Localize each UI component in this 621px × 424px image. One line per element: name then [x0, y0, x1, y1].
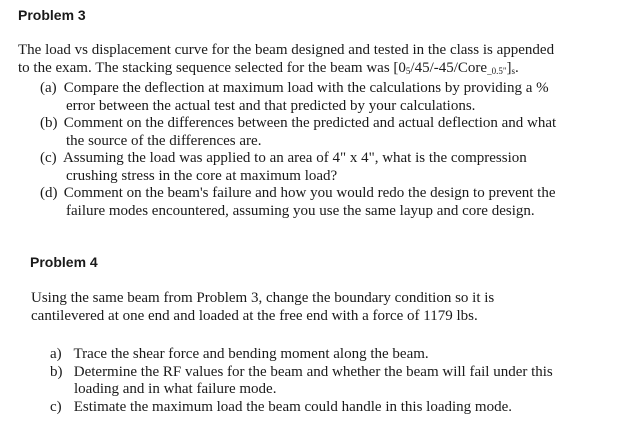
item-label: (d): [40, 185, 58, 201]
subscript: 5: [405, 65, 411, 76]
item-text: crushing stress in the core at maximum load?: [66, 167, 338, 184]
item-label: (c): [40, 150, 57, 166]
item-label: b): [50, 363, 63, 380]
list-item: [50, 346, 553, 364]
item-label: (b): [40, 115, 58, 131]
item-text: Assuming the load was applied to an area of 4" x 4", what is the compression: [62, 150, 527, 166]
intro-line: The load vs displacement curve for the beam designed and tested in the class is appended: [18, 42, 555, 58]
subscript: _0.5": [487, 65, 507, 76]
problem-4-heading: Problem 4: [30, 254, 98, 270]
intro-line-stacking: [18, 60, 554, 81]
item-text: loading and in what failure mode.: [74, 381, 277, 397]
text: to the exam. The stacking sequence selected for the beam was [0: [18, 59, 406, 76]
item-label: c): [50, 398, 62, 415]
problem-4-list: [50, 346, 553, 416]
list-item: [50, 399, 553, 417]
problem-4-intro: [31, 290, 494, 325]
text: .: [515, 59, 519, 76]
item-text: Determine the RF values for the beam and whether the beam will fail under this: [73, 363, 553, 380]
item-text: Compare the deflection at maximum load with the calculations by providing a %: [63, 80, 549, 96]
text: /45/-45/Core: [410, 59, 488, 76]
problem-3-intro: [18, 42, 554, 80]
list-item: [40, 150, 556, 185]
problem-3-heading: Problem 3: [18, 7, 86, 23]
item-text: Estimate the maximum load the beam could handle in this loading mode.: [73, 398, 512, 415]
text: ]: [506, 59, 512, 76]
list-item: [40, 185, 556, 220]
item-label: a): [50, 346, 62, 362]
list-item: [50, 364, 553, 399]
item-text: Comment on the differences between the predicted and actual deflection and what: [63, 115, 557, 131]
item-text: Trace the shear force and bending moment along the beam.: [73, 346, 429, 362]
item-text: the source of the differences are.: [66, 132, 262, 149]
subscript: s: [511, 65, 516, 76]
item-text: Comment on the beam's failure and how you would redo the design to prevent the: [63, 185, 556, 201]
item-text: error between the actual test and that predicted by your calculations.: [66, 97, 476, 114]
item-text: failure modes encountered, assuming you use the same layup and core design.: [66, 202, 535, 219]
list-item: [40, 115, 556, 150]
intro-line: cantilevered at one end and loaded at the free end with a force of 1179 lbs.: [31, 307, 478, 324]
intro-line: Using the same beam from Problem 3, change the boundary condition so it is: [31, 290, 495, 306]
list-item: [40, 80, 556, 115]
problem-3-list: [40, 80, 556, 220]
item-label: (a): [40, 80, 57, 96]
